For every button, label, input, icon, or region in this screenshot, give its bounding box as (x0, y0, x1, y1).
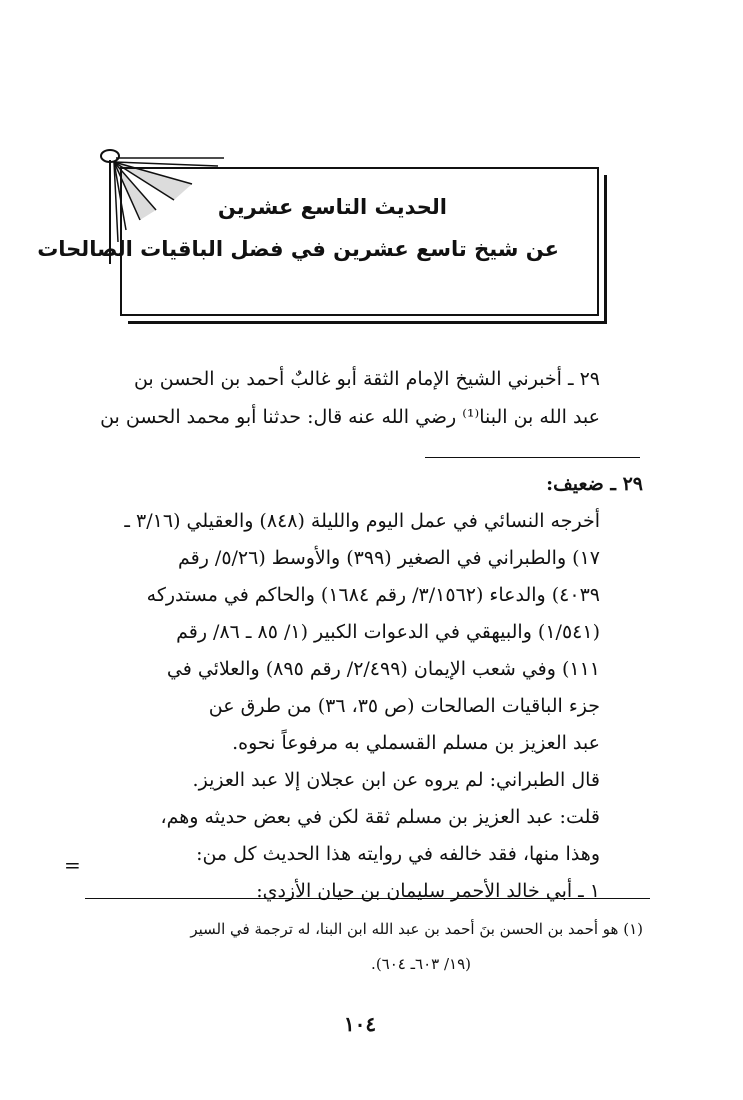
note-line: ٤٠٣٩) والدعاء (٣/١٥٦٢/ رقم ١٦٨٤) والحاكم في مستدركه (146, 584, 600, 606)
note-line: ١١١) وفي شعب الإيمان (٢/٤٩٩/ رقم ٨٩٥) والعلائي في (166, 658, 600, 680)
note-line: قلت: عبد العزيز بن مسلم ثقة لكن في بعض حديثه وهم، (160, 806, 600, 828)
title-box (37, 167, 599, 316)
note-line: ١ ـ أبي خالد الأحمر سليمان بن حيان الأزدي: (256, 880, 600, 902)
note-line: عبد العزيز بن مسلم القسملي به مرفوعاً نحوه. (232, 732, 600, 754)
notes-separator (425, 457, 640, 458)
note-line: ١٧) والطبراني في الصغير (٣٩٩) والأوسط (٥/٢٦/ رقم (177, 547, 600, 569)
footnote-separator (85, 898, 650, 899)
note-line: جزء الباقيات الصالحات (ص ٣٥، ٣٦) من طرق عن (208, 695, 600, 717)
hadith-subtitle: عن شيخ تاسع عشرين في فضل الباقيات الصالحات (37, 237, 559, 261)
note-heading: ٢٩ ـ ضعيف: (546, 473, 643, 495)
main-text-line-2: عبد الله بن البنا⁽¹⁾ رضي الله عنه قال: حدثنا أبو محمد الحسن بن (100, 406, 600, 428)
continuation-mark: = (64, 853, 81, 877)
main-text-line-1: ٢٩ ـ أخبرني الشيخ الإمام الثقة أبو غالبٌ أحمد بن الحسن بن (133, 368, 600, 390)
footnote-line-2: (١٩/ ٦٠٣ـ ٦٠٤). (371, 955, 471, 973)
hadith-title: الحديث التاسع عشرين (217, 195, 447, 219)
note-line: (١/٥٤١) والبيهقي في الدعوات الكبير (١/ ٨٥ ـ ٨٦/ رقم (176, 621, 600, 643)
note-line: وهذا منها، فقد خالفه في روايته هذا الحديث كل من: (196, 843, 600, 865)
note-line: قال الطبراني: لم يروه عن ابن عجلان إلا عبد العزيز. (192, 769, 600, 791)
note-line: أخرجه النسائي في عمل اليوم والليلة (٨٤٨) والعقيلي (٣/١٦ ـ (124, 510, 600, 532)
footnote-line-1: (١) هو أحمد بن الحسن بنَ أحمد بن عبد الله ابن البنا، له ترجمة في السير (190, 920, 643, 938)
page-number: ١٠٤ (343, 1012, 377, 1036)
